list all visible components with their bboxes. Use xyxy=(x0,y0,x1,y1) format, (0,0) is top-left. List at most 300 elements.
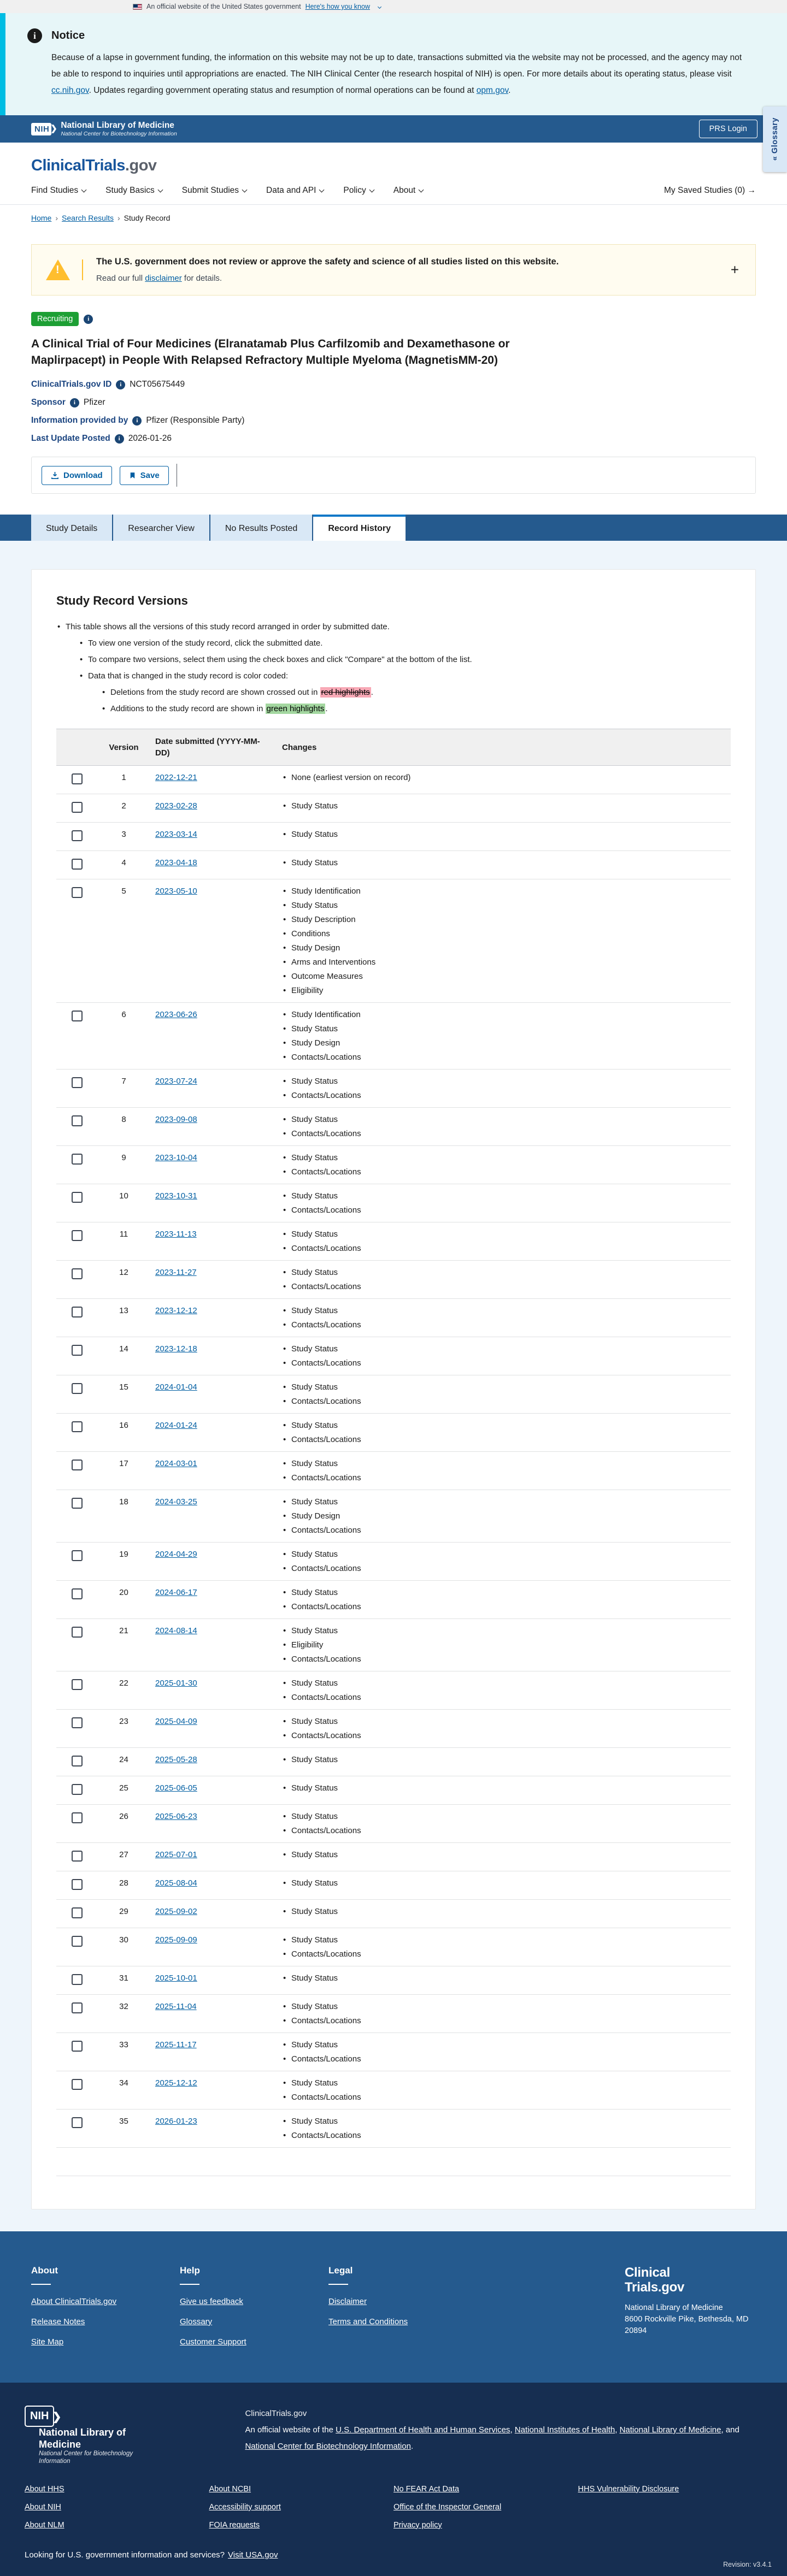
version-date-link[interactable]: 2024-03-01 xyxy=(155,1459,197,1468)
info-icon: i xyxy=(27,28,42,43)
subfooter-link[interactable]: About HHS xyxy=(25,2484,64,2494)
change-item: • Contacts/Locations xyxy=(282,1693,725,1702)
info-icon[interactable]: i xyxy=(84,315,93,324)
compare-checkbox[interactable] xyxy=(72,1784,83,1795)
compare-checkbox-cell xyxy=(56,1619,98,1671)
date-submitted-cell xyxy=(150,1299,277,1337)
compare-checkbox-cell xyxy=(56,1146,98,1184)
changes-cell xyxy=(277,1337,731,1375)
change-item: • Study Status xyxy=(282,1230,725,1239)
compare-checkbox[interactable] xyxy=(72,802,83,813)
change-item: • Contacts/Locations xyxy=(282,1397,725,1406)
compare-checkbox-cell xyxy=(56,1108,98,1146)
nav-link[interactable]: Study Basics xyxy=(105,186,162,195)
compare-checkbox[interactable] xyxy=(72,1011,83,1021)
chevron-down-icon xyxy=(419,187,424,193)
change-item: • Study Status xyxy=(282,1024,725,1033)
version-date-link[interactable]: 2025-10-01 xyxy=(155,1974,197,1983)
notice-body xyxy=(51,50,743,99)
change-item: • Study Design xyxy=(282,1038,725,1048)
date-submitted-cell xyxy=(150,1222,277,1261)
footer-link-item xyxy=(180,2337,328,2347)
compare-checkbox[interactable] xyxy=(72,1879,83,1890)
changes-cell xyxy=(277,1452,731,1490)
breadcrumb-current: Study Record xyxy=(124,214,171,222)
official-agency-link[interactable]: National Institutes of Health xyxy=(514,2425,615,2435)
version-date-link[interactable]: 2023-10-31 xyxy=(155,1191,197,1201)
nav-link[interactable]: Data and API xyxy=(266,186,324,195)
compare-checkbox[interactable] xyxy=(72,1627,83,1638)
change-item: • Contacts/Locations xyxy=(282,1244,725,1253)
nav-item-study-basics[interactable] xyxy=(105,186,162,196)
compare-checkbox-cell xyxy=(56,1671,98,1710)
compare-checkbox[interactable] xyxy=(72,1383,83,1394)
breadcrumb-separator: › xyxy=(55,214,58,222)
version-column-header: Version xyxy=(98,729,150,766)
compare-checkbox[interactable] xyxy=(72,1679,83,1690)
subfooter-link-item xyxy=(393,2520,578,2530)
download-button[interactable]: Download xyxy=(42,466,112,485)
version-date-link[interactable]: 2025-06-05 xyxy=(155,1783,197,1793)
gov-banner xyxy=(0,0,787,13)
compare-checkbox-cell xyxy=(56,1543,98,1581)
compare-checkbox[interactable] xyxy=(72,2079,83,2090)
us-flag-icon xyxy=(133,4,142,10)
version-row xyxy=(56,1222,731,1261)
subfooter-link-item xyxy=(25,2484,209,2494)
version-row xyxy=(56,1776,731,1805)
footer-column-about xyxy=(31,2265,180,2358)
nih-footer-logo[interactable] xyxy=(25,2406,163,2466)
version-row xyxy=(56,1805,731,1843)
change-item: • Contacts/Locations xyxy=(282,1602,725,1611)
version-number-cell: 2 xyxy=(98,794,150,823)
date-submitted-cell xyxy=(150,1108,277,1146)
footer-link[interactable]: Release Notes xyxy=(31,2317,85,2326)
footer-link[interactable]: Terms and Conditions xyxy=(328,2317,408,2326)
version-row xyxy=(56,1928,731,1966)
footer-link-item xyxy=(31,2337,180,2347)
changes-cell xyxy=(277,766,731,794)
version-date-link[interactable]: 2023-10-04 xyxy=(155,1153,197,1162)
compare-checkbox[interactable] xyxy=(72,1077,83,1088)
compare-checkbox[interactable] xyxy=(72,1230,83,1241)
version-number-cell: 4 xyxy=(98,851,150,879)
change-item: • Study Status xyxy=(282,1115,725,1124)
change-item: • Study Status xyxy=(282,1717,725,1726)
footer-link[interactable]: Site Map xyxy=(31,2337,64,2347)
empty-cell xyxy=(56,2148,98,2176)
subfooter xyxy=(0,2383,787,2576)
change-item: • Contacts/Locations xyxy=(282,2054,725,2064)
version-row xyxy=(56,1619,731,1671)
subfooter-link[interactable]: FOIA requests xyxy=(209,2520,260,2530)
change-item: • Study Status xyxy=(282,1812,725,1821)
chevron-down-icon xyxy=(378,4,381,8)
date-submitted-cell xyxy=(150,1003,277,1070)
version-row xyxy=(56,1070,731,1108)
footer-link[interactable]: Disclaimer xyxy=(328,2297,367,2306)
prs-login-button[interactable]: PRS Login xyxy=(699,120,757,138)
subfooter-link-column xyxy=(578,2484,763,2538)
compare-checkbox[interactable] xyxy=(72,1717,83,1728)
meta-value: NCT05675449 xyxy=(130,380,185,389)
subfooter-link[interactable]: Privacy policy xyxy=(393,2520,442,2530)
compare-checkbox[interactable] xyxy=(72,1498,83,1509)
change-item: • Study Status xyxy=(282,1878,725,1888)
date-submitted-cell xyxy=(150,1843,277,1871)
version-date-link[interactable]: 2023-02-28 xyxy=(155,801,197,811)
versions-table-header-row xyxy=(56,729,731,766)
version-number-cell: 20 xyxy=(98,1581,150,1619)
record-tabs xyxy=(0,515,787,541)
nav-link[interactable]: Policy xyxy=(343,186,373,195)
change-item: • Study Status xyxy=(282,1153,725,1162)
info-icon[interactable]: i xyxy=(70,398,79,407)
breadcrumb-separator: › xyxy=(117,214,120,222)
change-item: • Study Status xyxy=(282,1191,725,1201)
change-item: • Contacts/Locations xyxy=(282,1826,725,1835)
glossary-side-tab-label: « Glossary xyxy=(771,117,779,161)
version-date-link[interactable]: 2023-04-18 xyxy=(155,858,197,867)
subfooter-link-item xyxy=(209,2502,394,2512)
meta-row xyxy=(31,398,756,407)
version-date-link[interactable]: 2023-07-24 xyxy=(155,1077,197,1086)
official-agency-link[interactable]: U.S. Department of Health and Human Services xyxy=(336,2425,510,2435)
footer-column-help xyxy=(180,2265,328,2358)
compare-checkbox-cell xyxy=(56,1776,98,1805)
nih-logo[interactable] xyxy=(31,121,177,137)
compare-checkbox[interactable] xyxy=(72,773,83,784)
info-icon[interactable]: i xyxy=(132,416,142,426)
glossary-side-tab[interactable] xyxy=(763,107,787,172)
compare-checkbox-cell xyxy=(56,1003,98,1070)
version-date-link[interactable]: 2023-11-27 xyxy=(155,1268,197,1277)
compare-checkbox[interactable] xyxy=(72,1115,83,1126)
changes-cell xyxy=(277,1581,731,1619)
version-date-link[interactable]: 2025-06-23 xyxy=(155,1812,197,1821)
nav-item-about[interactable] xyxy=(393,186,424,196)
notice-link[interactable]: cc.nih.gov xyxy=(51,86,89,95)
download-icon xyxy=(51,471,59,480)
tab-no-results-posted[interactable]: No Results Posted xyxy=(210,515,313,541)
change-item: • Study Status xyxy=(282,1268,725,1277)
date-submitted-cell xyxy=(150,794,277,823)
changes-cell xyxy=(277,1619,731,1671)
checkbox-column-header xyxy=(56,729,98,766)
version-date-link[interactable]: 2023-03-14 xyxy=(155,830,197,839)
compare-checkbox[interactable] xyxy=(72,1756,83,1766)
change-item: • Study Status xyxy=(282,1974,725,1983)
compare-checkbox-cell xyxy=(56,794,98,823)
version-date-link[interactable]: 2025-07-01 xyxy=(155,1850,197,1859)
changes-cell xyxy=(277,1222,731,1261)
version-date-link[interactable]: 2025-01-30 xyxy=(155,1679,197,1688)
change-item: • Study Status xyxy=(282,1497,725,1506)
version-date-link[interactable]: 2023-11-13 xyxy=(155,1230,197,1239)
subfooter-link[interactable]: Office of the Inspector General xyxy=(393,2502,502,2512)
version-row xyxy=(56,2071,731,2110)
date-submitted-cell xyxy=(150,1619,277,1671)
subfooter-link-item xyxy=(393,2484,578,2494)
version-date-link[interactable]: 2023-06-26 xyxy=(155,1010,197,1019)
compare-checkbox-cell xyxy=(56,1070,98,1108)
version-date-link[interactable]: 2026-01-23 xyxy=(155,2117,197,2126)
version-date-link[interactable]: 2025-12-12 xyxy=(155,2078,197,2088)
visit-usa-gov-link[interactable]: Visit USA.gov xyxy=(228,2550,278,2560)
content-area xyxy=(0,541,787,2231)
meta-value: Pfizer (Responsible Party) xyxy=(146,416,245,425)
version-number-cell: 3 xyxy=(98,823,150,851)
official-agency-link[interactable]: National Center for Biotechnology Information xyxy=(245,2442,411,2451)
footer-link[interactable]: Give us feedback xyxy=(180,2297,243,2306)
footer-logo-line2: Trials.gov xyxy=(625,2280,685,2295)
change-item: • Conditions xyxy=(282,929,725,938)
tab-researcher-view[interactable]: Researcher View xyxy=(113,515,209,541)
save-button[interactable]: Save xyxy=(120,466,169,485)
version-date-link[interactable]: 2022-12-21 xyxy=(155,773,197,782)
version-date-link[interactable]: 2025-09-02 xyxy=(155,1907,197,1916)
meta-row xyxy=(31,434,756,444)
recruiting-status-badge: Recruiting xyxy=(31,312,79,326)
version-number-cell: 23 xyxy=(98,1710,150,1748)
version-date-link[interactable]: 2023-05-10 xyxy=(155,887,197,896)
info-icon[interactable]: i xyxy=(116,380,125,389)
version-date-link[interactable]: 2023-12-18 xyxy=(155,1344,197,1354)
text-segment: . xyxy=(410,2442,414,2451)
version-row xyxy=(56,1710,731,1748)
version-row xyxy=(56,1261,731,1299)
footer-link[interactable]: About ClinicalTrials.gov xyxy=(31,2297,117,2306)
version-date-link[interactable]: 2025-05-28 xyxy=(155,1755,197,1764)
nav-item-submit-studies[interactable] xyxy=(182,186,246,196)
version-date-link[interactable]: 2024-04-29 xyxy=(155,1550,197,1559)
version-date-link[interactable]: 2025-04-09 xyxy=(155,1717,197,1726)
clinicaltrials-logo[interactable] xyxy=(31,157,157,174)
change-item: • Study Status xyxy=(282,2040,725,2049)
subfooter-link[interactable]: Accessibility support xyxy=(209,2502,281,2512)
change-item: • Contacts/Locations xyxy=(282,1526,725,1535)
change-item: • Study Status xyxy=(282,1755,725,1764)
version-row xyxy=(56,766,731,794)
change-item: • Contacts/Locations xyxy=(282,1435,725,1444)
date-submitted-cell xyxy=(150,2071,277,2110)
compare-checkbox[interactable] xyxy=(72,1936,83,1947)
changes-cell xyxy=(277,1776,731,1805)
footer-link-item xyxy=(328,2297,477,2306)
compare-checkbox[interactable] xyxy=(72,2117,83,2128)
change-item: • Contacts/Locations xyxy=(282,1282,725,1291)
compare-checkbox[interactable] xyxy=(72,1974,83,1985)
warning-divider xyxy=(82,259,83,280)
official-agency-link[interactable]: National Library of Medicine xyxy=(619,2425,721,2435)
compare-checkbox[interactable] xyxy=(72,1907,83,1918)
version-date-link[interactable]: 2024-03-25 xyxy=(155,1497,197,1506)
compare-checkbox-cell xyxy=(56,1966,98,1995)
compare-checkbox[interactable] xyxy=(72,2002,83,2013)
warning-triangle-icon: ! xyxy=(46,259,70,280)
change-item: • Study Status xyxy=(282,1907,725,1916)
compare-checkbox[interactable] xyxy=(72,859,83,870)
compare-checkbox[interactable] xyxy=(72,1268,83,1279)
date-submitted-cell xyxy=(150,1452,277,1490)
version-number-cell: 29 xyxy=(98,1900,150,1928)
version-row xyxy=(56,1843,731,1871)
breadcrumb-search-results[interactable]: Search Results xyxy=(62,214,114,222)
compare-checkbox[interactable] xyxy=(72,2041,83,2052)
my-saved-studies-link[interactable]: My Saved Studies (0) → xyxy=(664,186,756,195)
change-item: • Study Status xyxy=(282,901,725,910)
compare-checkbox[interactable] xyxy=(72,1192,83,1203)
nav-item-policy[interactable] xyxy=(343,186,373,196)
change-item: • Study Design xyxy=(282,943,725,953)
official-statement xyxy=(245,2406,762,2466)
version-date-link[interactable]: 2024-08-14 xyxy=(155,1626,197,1635)
compare-checkbox[interactable] xyxy=(72,1460,83,1470)
empty-cell xyxy=(150,2148,277,2176)
green-highlight-sample: green highlights xyxy=(266,704,325,713)
compare-checkbox-cell xyxy=(56,1337,98,1375)
subfooter-link[interactable]: No FEAR Act Data xyxy=(393,2484,460,2494)
change-item: • Contacts/Locations xyxy=(282,2016,725,2025)
version-row xyxy=(56,2110,731,2148)
compare-checkbox-cell xyxy=(56,1843,98,1871)
footer xyxy=(0,2231,787,2383)
version-row xyxy=(56,1337,731,1375)
date-submitted-cell xyxy=(150,1581,277,1619)
subfooter-link[interactable]: About NCBI xyxy=(209,2484,251,2494)
nav-item-data-and-api[interactable] xyxy=(266,186,324,196)
version-date-link[interactable]: 2025-08-04 xyxy=(155,1878,197,1888)
compare-checkbox[interactable] xyxy=(72,1550,83,1561)
change-item: • Outcome Measures xyxy=(282,972,725,981)
date-submitted-cell xyxy=(150,1375,277,1414)
version-date-link[interactable]: 2023-09-08 xyxy=(155,1115,197,1124)
change-item: • Study Status xyxy=(282,1679,725,1688)
changes-cell xyxy=(277,2110,731,2148)
compare-checkbox[interactable] xyxy=(72,1588,83,1599)
nav-link[interactable]: About xyxy=(393,186,424,195)
study-meta xyxy=(31,380,756,444)
date-submitted-cell xyxy=(150,1337,277,1375)
subfooter-link[interactable]: HHS Vulnerability Disclosure xyxy=(578,2484,679,2494)
date-submitted-cell xyxy=(150,1748,277,1776)
breadcrumb-home[interactable]: Home xyxy=(31,214,52,222)
changes-cell xyxy=(277,1108,731,1146)
subfooter-link-item xyxy=(209,2520,394,2530)
change-item: • Study Status xyxy=(282,1850,725,1859)
change-item: • Contacts/Locations xyxy=(282,1129,725,1138)
expand-plus-icon[interactable]: + xyxy=(730,261,739,278)
date-submitted-cell xyxy=(150,2033,277,2071)
version-date-link[interactable]: 2024-01-04 xyxy=(155,1382,197,1392)
version-date-link[interactable]: 2024-06-17 xyxy=(155,1588,197,1597)
compare-checkbox[interactable] xyxy=(72,830,83,841)
date-submitted-cell xyxy=(150,766,277,794)
version-number-cell: 27 xyxy=(98,1843,150,1871)
compare-checkbox-cell xyxy=(56,1414,98,1452)
date-submitted-cell xyxy=(150,1900,277,1928)
logo-main: ClinicalTrials xyxy=(31,157,125,174)
subfooter-link[interactable]: About NIH xyxy=(25,2502,61,2512)
change-item: • Study Identification xyxy=(282,1010,725,1019)
change-item: • Study Status xyxy=(282,1077,725,1086)
footer-column-title: Legal xyxy=(328,2265,353,2276)
compare-checkbox-cell xyxy=(56,1928,98,1966)
version-date-link[interactable]: 2025-11-04 xyxy=(155,2002,197,2011)
compare-checkbox[interactable] xyxy=(72,1812,83,1823)
empty-cell xyxy=(98,2148,150,2176)
version-number-cell: 10 xyxy=(98,1184,150,1222)
compare-checkbox[interactable] xyxy=(72,1307,83,1317)
subfooter-link-column xyxy=(209,2484,394,2538)
nav-link[interactable]: Submit Studies xyxy=(182,186,246,195)
version-date-link[interactable]: 2025-11-17 xyxy=(155,2040,197,2049)
footer-rule xyxy=(328,2284,348,2285)
tab-study-details[interactable]: Study Details xyxy=(31,515,112,541)
footer-link[interactable]: Glossary xyxy=(180,2317,213,2326)
tab-record-history[interactable]: Record History xyxy=(313,515,406,541)
version-row xyxy=(56,794,731,823)
change-item: • Contacts/Locations xyxy=(282,1358,725,1368)
footer-rule xyxy=(180,2284,199,2285)
info-icon[interactable]: i xyxy=(115,434,124,444)
compare-checkbox[interactable] xyxy=(72,1345,83,1356)
footer-address: National Library of Medicine 8600 Rockville Pike, Bethesda, MD 20894 xyxy=(625,2303,749,2335)
version-number-cell: 32 xyxy=(98,1995,150,2033)
intro-bullet: • To compare two versions, select them using the check boxes and click "Compare" at the bottom of the list. xyxy=(79,655,731,664)
disclaimer-link[interactable]: disclaimer xyxy=(145,274,182,283)
compare-checkbox[interactable] xyxy=(72,1851,83,1862)
change-item: • None (earliest version on record) xyxy=(282,773,725,782)
date-submitted-cell xyxy=(150,1146,277,1184)
subfooter-link[interactable]: About NLM xyxy=(25,2520,64,2530)
site-header xyxy=(0,115,787,143)
version-number-cell: 11 xyxy=(98,1222,150,1261)
red-highlight-sample: red highlights xyxy=(321,688,370,697)
date-submitted-cell xyxy=(150,1805,277,1843)
footer-link[interactable]: Customer Support xyxy=(180,2337,246,2347)
change-item: • Contacts/Locations xyxy=(282,1053,725,1062)
version-date-link[interactable]: 2024-01-24 xyxy=(155,1421,197,1430)
how-you-know-link[interactable]: Here's how you know xyxy=(305,3,370,10)
changes-cell xyxy=(277,1414,731,1452)
notice-link[interactable]: opm.gov xyxy=(476,86,509,95)
version-date-link[interactable]: 2025-09-09 xyxy=(155,1935,197,1945)
changes-cell xyxy=(277,1003,731,1070)
version-number-cell: 25 xyxy=(98,1776,150,1805)
nav-link[interactable]: Find Studies xyxy=(31,186,86,195)
changes-column-header: Changes xyxy=(277,729,731,766)
version-date-link[interactable]: 2023-12-12 xyxy=(155,1306,197,1315)
version-number-cell: 22 xyxy=(98,1671,150,1710)
change-item: • Contacts/Locations xyxy=(282,1091,725,1100)
compare-checkbox-cell xyxy=(56,1581,98,1619)
subfooter-link-item xyxy=(209,2484,394,2494)
changes-cell xyxy=(277,1070,731,1108)
compare-checkbox[interactable] xyxy=(72,1421,83,1432)
footer-column-legal xyxy=(328,2265,477,2358)
compare-checkbox[interactable] xyxy=(72,887,83,898)
change-item: • Contacts/Locations xyxy=(282,1564,725,1573)
version-number-cell: 33 xyxy=(98,2033,150,2071)
compare-checkbox[interactable] xyxy=(72,1154,83,1165)
nav-item-find-studies[interactable] xyxy=(31,186,86,196)
versions-table xyxy=(56,729,731,2176)
compare-checkbox-cell xyxy=(56,1261,98,1299)
change-item: • Study Status xyxy=(282,1588,725,1597)
version-number-cell: 1 xyxy=(98,766,150,794)
